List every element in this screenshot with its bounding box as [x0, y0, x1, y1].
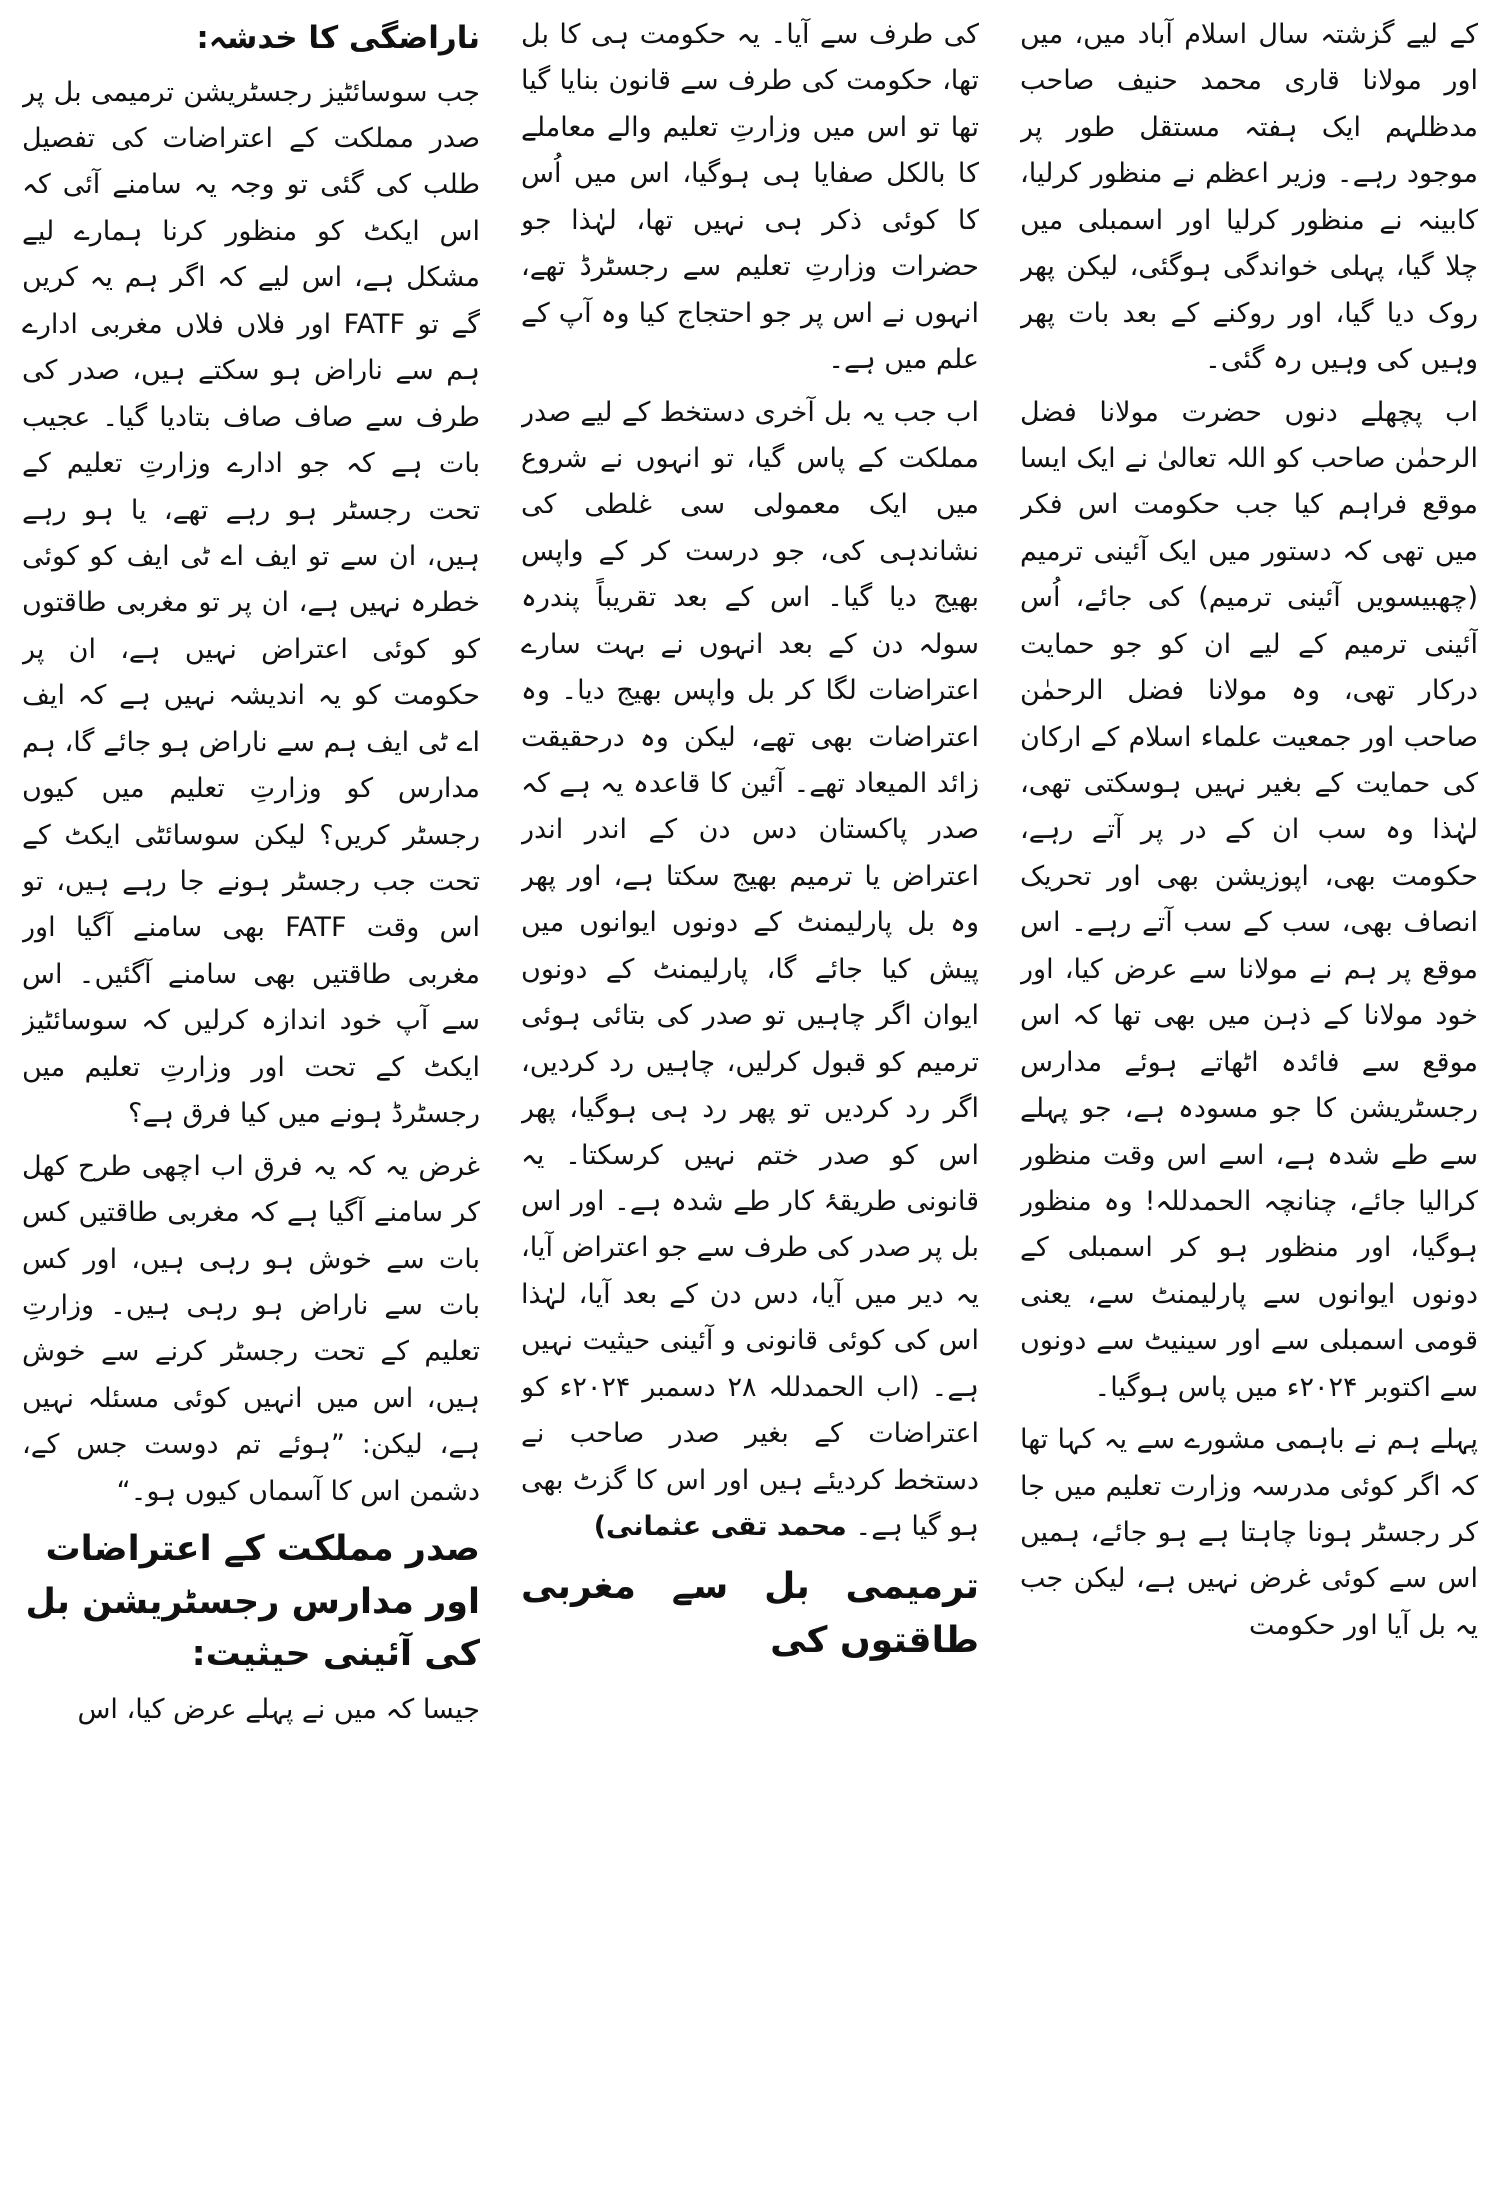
- column-right: [1020, 12, 1478, 2190]
- section-heading: صدر مملکت کے اعتراضات اور مدارس رجسٹریشن بل کی آئینی حیثیت:: [25, 1529, 480, 1675]
- paragraph: پہلے ہم نے باہمی مشورے سے یہ کہا تھا کہ اگر کوئی مدرسہ وزارت تعلیم میں جا کر رجسٹر ہونا چاہتا ہے ہو جائے، ہمیں اس سے کوئی غرض نہیں ہے، لیکن جب یہ بل آیا اور حکومت: [1020, 1424, 1478, 1641]
- paragraph: کے لیے گزشتہ سال اسلام آباد میں، میں اور مولانا قاری محمد حنیف صاحب مدظلہم ایک ہفتہ مستقل طور پر موجود رہے۔ وزیر اعظم نے منظور کرلیا، کابینہ نے منظور کرلیا اور اسمبلی میں چلا گیا، پہلی خواندگی ہوگئی، لیکن پھر روک دیا گیا، اور روکنے کے بعد بات پھر وہیں کی وہیں رہ گئی۔: [1020, 19, 1478, 376]
- paragraph: [521, 390, 979, 1551]
- column-middle: [521, 12, 979, 2190]
- section-heading: ترمیمی بل سے مغربی طاقتوں کی: [521, 1566, 979, 1662]
- paragraph-text: اب جب یہ بل آخری دستخط کے لیے صدر مملکت کے پاس گیا، تو انہوں نے شروع میں ایک معمولی سی غلطی کی نشاندہی کی، جو درست کر کے واپس بھیج دیا گیا۔ اس کے بعد تقریباً پندرہ سولہ دن کے بعد انہوں نے بہت سارے اعتراضات لگا کر بل واپس بھیج دیا۔ وہ اعتراضات بھی تھے، لیکن وہ درحقیقت زائد المیعاد تھے۔ آئین کا قاعدہ یہ ہے کہ صدر پاکستان دس دن کے اندر اندر اعتراض یا ترمیم بھیج سکتا ہے، اور پھر وہ بل پارلیمنٹ کے دونوں ایوانوں میں پیش کیا جائے گا، پارلیمنٹ کے دونوں ایوان اگر چاہیں تو صدر کی بتائی ہوئی ترمیم کو قبول کرلیں، چاہیں رد کردیں، اگر رد کردیں تو پھر رد ہی ہوگیا، پھر اس کو صدر ختم نہیں کرسکتا۔ یہ قانونی طریقۂ کار طے شدہ ہے۔ اور اس بل پر صدر کی طرف سے جو اعتراض آیا، یہ دیر میں آیا، دس دن کے بعد آیا، لہٰذا اس کی کوئی قانونی و آئینی حیثیت نہیں ہے۔ (اب الحمدللہ ۲۸ دسمبر ۲۰۲۴ء کو اعتراضات کے بغیر صدر صاحب نے دستخط کردیئے ہیں اور اس کا گزٹ بھی ہو گیا ہے۔: [521, 396, 979, 1542]
- columns: [22, 12, 1478, 2190]
- paragraph: جیسا کہ میں نے پہلے عرض کیا، اس: [77, 1693, 480, 1725]
- column-left: [22, 12, 480, 2190]
- paragraph: کی طرف سے آیا۔ یہ حکومت ہی کا بل تھا، حکومت کی طرف سے قانون بنایا گیا تھا تو اس میں وزارتِ تعلیم والے معاملے کا بالکل صفایا ہی ہوگیا، اس میں اُس کا کوئی ذکر ہی نہیں تھا، لہٰذا جو حضرات وزارتِ تعلیم سے رجسٹرڈ تھے، انہوں نے اس پر جو احتجاج کیا وہ آپ کے علم میں ہے۔: [521, 19, 979, 376]
- paragraph: غرض یہ کہ یہ فرق اب اچھی طرح کھل کر سامنے آگیا ہے کہ مغربی طاقتیں کس بات سے خوش ہو رہی ہیں، اور کس بات سے ناراض ہو رہی ہیں۔ وزارتِ تعلیم کے تحت رجسٹر کرنے سے خوش ہیں، اس میں انہیں کوئی مسئلہ نہیں ہے، لیکن: ”ہوئے تم دوست جس کے، دشمن اس کا آسماں کیوں ہو۔“: [22, 1150, 480, 1507]
- section-heading: ناراضگی کا خدشہ:: [196, 20, 480, 56]
- paragraph: اب پچھلے دنوں حضرت مولانا فضل الرحمٰن صاحب کو اللہ تعالیٰ نے ایک ایسا موقع فراہم کیا جب حکومت اس فکر میں تھی کہ دستور میں ایک آئینی ترمیم (چھبیسویں آئینی ترمیم) کی جائے، اُس آئینی ترمیم کے لیے ان کو جو حمایت درکار تھی، وہ مولانا فضل الرحمٰن صاحب اور جمعیت علماء اسلام کے ارکان کی حمایت کے بغیر نہیں ہوسکتی تھی، لہٰذا وہ سب ان کے در پر آتے رہے، حکومت بھی، اپوزیشن بھی اور تحریک انصاف بھی، سب کے سب آتے رہے۔ اس موقع پر ہم نے مولانا سے عرض کیا، اور خود مولانا کے ذہن میں بھی تھا کہ اس موقع سے فائدہ اٹھاتے ہوئے مدارس رجسٹریشن کا جو مسودہ ہے، جو پہلے سے طے شدہ ہے، اسے اس وقت منظور کرالیا جائے، چنانچہ الحمدللہ! وہ منظور ہوگیا، اور منظور ہو کر اسمبلی کے دونوں ایوانوں سے پارلیمنٹ سے، یعنی قومی اسمبلی سے اور سینیٹ سے دونوں سے اکتوبر ۲۰۲۴ء میں پاس ہوگیا۔: [1020, 396, 1478, 1403]
- paragraph: جب سوسائٹیز رجسٹریشن ترمیمی بل پر صدر مملکت کے اعتراضات کی تفصیل طلب کی گئی تو وجہ یہ سامنے آئی کہ اس ایکٹ کو منظور کرنا ہمارے لیے مشکل ہے، اس لیے کہ اگر ہم یہ کریں گے تو FATF اور فلاں فلاں مغربی ادارے ہم سے ناراض ہو سکتے ہیں، صدر کی طرف سے صاف صاف بتادیا گیا۔ عجیب بات ہے کہ جو ادارے وزارتِ تعلیم کے تحت رجسٹر ہو رہے تھے، یا ہو رہے ہیں، ان سے تو ایف اے ٹی ایف کو کوئی خطرہ نہیں ہے، ان پر تو مغربی طاقتوں کو کوئی اعتراض نہیں ہے، ان پر حکومت کو یہ اندیشہ نہیں ہے کہ ایف اے ٹی ایف ہم سے ناراض ہو جائے گا، ہم مدارس کو وزارتِ تعلیم میں کیوں رجسٹر کریں؟ لیکن سوسائٹی ایکٹ کے تحت جب رجسٹر ہونے جا رہے ہیں، تو اس وقت FATF بھی سامنے آگیا اور مغربی طاقتیں بھی سامنے آگئیں۔ اس سے آپ خود اندازہ کرلیں کہ سوسائٹیز ایکٹ کے تحت اور وزارتِ تعلیم میں رجسٹرڈ ہونے میں کیا فرق ہے؟: [22, 76, 480, 1130]
- author-signature: محمد تقی عثمانی): [593, 1511, 847, 1542]
